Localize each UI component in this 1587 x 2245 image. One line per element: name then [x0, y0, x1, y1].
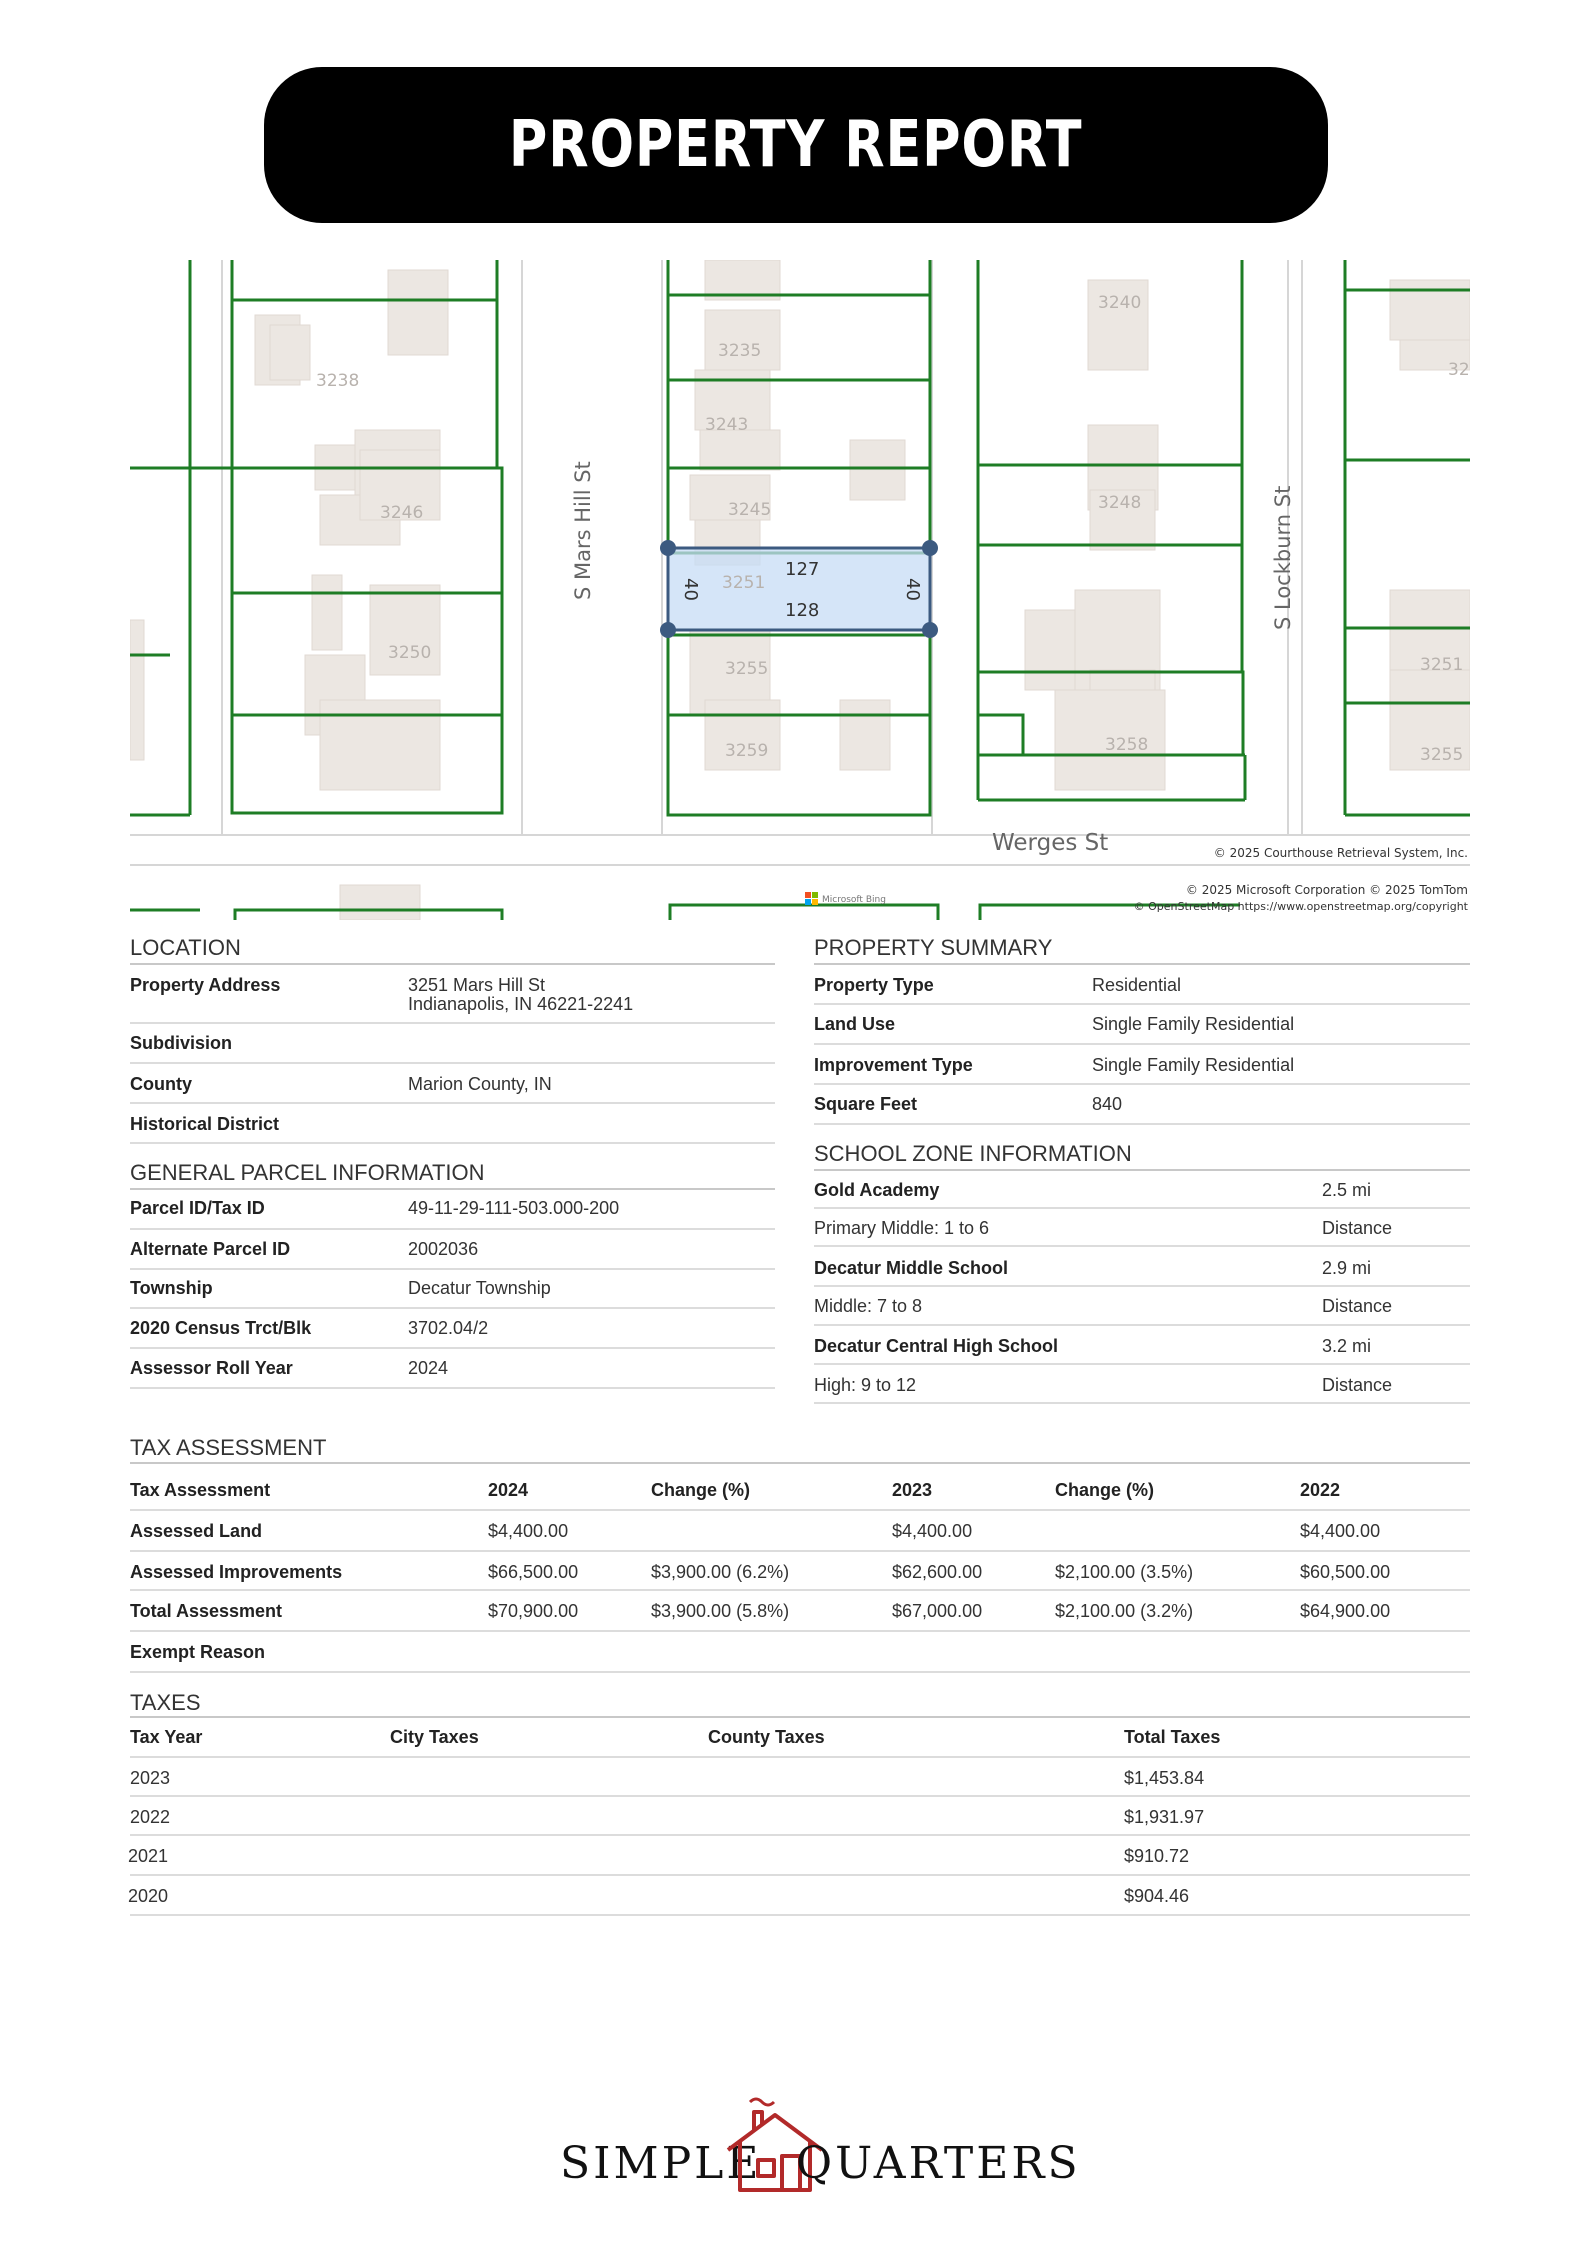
row-divider — [814, 1245, 1470, 1247]
label-census: 2020 Census Trct/Blk — [130, 1318, 312, 1338]
row-divider — [130, 1102, 775, 1104]
tax-assessment-cell: $3,900.00 (6.2%) — [651, 1562, 790, 1582]
label-land-use: Land Use — [814, 1014, 896, 1034]
tax-assessment-row-label: Assessed Improvements — [130, 1562, 343, 1582]
parcel-dim-top: 127 — [785, 559, 820, 580]
taxes-year: 2021 — [128, 1846, 169, 1866]
tax-assessment-cell: $3,900.00 (5.8%) — [651, 1601, 790, 1621]
school-name: Decatur Central High School — [814, 1336, 1059, 1356]
row-divider — [814, 1207, 1470, 1209]
label-alternate-parcel-id: Alternate Parcel ID — [130, 1239, 291, 1259]
section-title-location: LOCATION — [130, 935, 241, 960]
tax-assessment-row-label: Total Assessment — [130, 1601, 283, 1621]
taxes-total: $904.46 — [1124, 1886, 1190, 1906]
row-divider — [130, 1228, 775, 1230]
tax-assessment-header: Change (%) — [1055, 1480, 1154, 1500]
lot-number: 3258 — [1105, 735, 1149, 755]
value-land-use: Single Family Residential — [1092, 1014, 1295, 1034]
taxes-year: 2023 — [130, 1768, 171, 1788]
lot-number: 3248 — [1098, 493, 1142, 513]
tax-assessment-cell: $4,400.00 — [892, 1521, 973, 1541]
school-grades: Primary Middle: 1 to 6 — [814, 1218, 990, 1238]
section-title-taxes: TAXES — [130, 1690, 201, 1715]
row-divider — [814, 1285, 1470, 1287]
tax-assessment-cell: $2,100.00 (3.2%) — [1055, 1601, 1194, 1621]
taxes-year: 2022 — [130, 1807, 171, 1827]
row-divider — [814, 1003, 1470, 1005]
bing-logo-text: Microsoft Bing — [822, 895, 886, 905]
taxes-total: $910.72 — [1124, 1846, 1190, 1866]
section-rule — [130, 963, 775, 965]
value-county: Marion County, IN — [408, 1074, 552, 1094]
map-credit-osm: © OpenStreetMap https://www.openstreetmap.org/copyright — [1133, 900, 1468, 913]
value-township: Decatur Township — [408, 1278, 551, 1298]
label-county: County — [130, 1074, 192, 1094]
tax-assessment-row-label: Assessed Land — [130, 1521, 263, 1541]
school-distance: 2.5 mi — [1322, 1180, 1372, 1200]
value-assessor-roll-year: 2024 — [408, 1358, 449, 1378]
taxes-total: $1,453.84 — [1124, 1768, 1205, 1788]
parcel-dim-right: 40 — [902, 578, 923, 601]
row-divider — [130, 1914, 1470, 1916]
taxes-header: Tax Year — [130, 1727, 203, 1747]
section-rule — [130, 1188, 775, 1190]
logo-text-right: QUARTERS — [796, 2138, 1081, 2189]
parcel-dim-left: 40 — [680, 578, 701, 601]
section-rule — [814, 963, 1470, 965]
parcel-map-canvas — [130, 260, 1470, 920]
row-divider — [814, 1402, 1470, 1404]
school-distance-label: Distance — [1322, 1375, 1393, 1395]
lot-number: 3235 — [718, 341, 762, 361]
section-title-parcel: GENERAL PARCEL INFORMATION — [130, 1160, 485, 1185]
lot-number: 32 — [1448, 360, 1470, 380]
lot-number: 3246 — [380, 503, 424, 523]
tax-assessment-cell: $70,900.00 — [488, 1601, 579, 1621]
lot-number: 3240 — [1098, 293, 1142, 313]
school-distance: 2.9 mi — [1322, 1258, 1372, 1278]
row-divider — [130, 1795, 1470, 1797]
section-title-schools: SCHOOL ZONE INFORMATION — [814, 1141, 1132, 1166]
parcel-dim-bottom: 128 — [785, 600, 820, 621]
logo-text-left: SIMPLE — [560, 2138, 762, 2189]
taxes-header: Total Taxes — [1124, 1727, 1221, 1747]
section-rule — [130, 1716, 1470, 1718]
row-divider — [130, 1671, 1470, 1673]
street-label-lockburn: S Lockburn St — [1271, 485, 1295, 630]
row-divider — [130, 1509, 1470, 1511]
value-improvement-type: Single Family Residential — [1092, 1055, 1295, 1075]
label-property-address: Property Address — [130, 975, 281, 995]
label-improvement-type: Improvement Type — [814, 1055, 973, 1075]
label-historical-district: Historical District — [130, 1114, 280, 1134]
row-divider — [130, 1550, 1470, 1552]
row-divider — [130, 1268, 775, 1270]
row-divider — [130, 1874, 1470, 1876]
row-divider — [814, 1083, 1470, 1085]
lot-number: 3245 — [728, 500, 772, 520]
lot-number: 3255 — [725, 659, 769, 679]
value-alternate-parcel-id: 2002036 — [408, 1239, 479, 1259]
tax-assessment-cell: $67,000.00 — [892, 1601, 983, 1621]
school-grades: Middle: 7 to 8 — [814, 1296, 923, 1316]
simple-quarters-logo — [560, 2090, 1081, 2200]
map-credit-microsoft: © 2025 Microsoft Corporation © 2025 TomTom — [1185, 883, 1468, 897]
row-divider — [130, 1142, 775, 1144]
tax-assessment-row-label: Exempt Reason — [130, 1642, 266, 1662]
taxes-header: City Taxes — [390, 1727, 479, 1747]
tax-assessment-header: Tax Assessment — [130, 1480, 271, 1500]
row-divider — [130, 1589, 1470, 1591]
tax-assessment-cell: $60,500.00 — [1300, 1562, 1391, 1582]
street-label-werges: Werges St — [992, 830, 1109, 856]
taxes-total: $1,931.97 — [1124, 1807, 1205, 1827]
row-divider — [130, 1022, 775, 1024]
row-divider — [130, 1347, 775, 1349]
school-distance: 3.2 mi — [1322, 1336, 1372, 1356]
label-square-feet: Square Feet — [814, 1094, 918, 1114]
row-divider — [814, 1123, 1470, 1125]
row-divider — [130, 1756, 1470, 1758]
school-distance-label: Distance — [1322, 1218, 1393, 1238]
school-name: Decatur Middle School — [814, 1258, 1009, 1278]
value-property-address-line1: 3251 Mars Hill St — [408, 975, 546, 995]
value-property-address-line2: Indianapolis, IN 46221-2241 — [408, 994, 634, 1014]
label-assessor-roll-year: Assessor Roll Year — [130, 1358, 293, 1378]
tax-assessment-header: 2023 — [892, 1480, 933, 1500]
lot-number: 3255 — [1420, 745, 1464, 765]
label-township: Township — [130, 1278, 213, 1298]
row-divider — [130, 1062, 775, 1064]
tax-assessment-header: 2022 — [1300, 1480, 1341, 1500]
lot-number: 3238 — [316, 371, 360, 391]
lot-number: 3250 — [388, 643, 432, 663]
tax-assessment-header: 2024 — [488, 1480, 529, 1500]
school-distance-label: Distance — [1322, 1296, 1393, 1316]
row-divider — [814, 1043, 1470, 1045]
section-rule — [130, 1462, 1470, 1464]
value-property-type: Residential — [1092, 975, 1182, 995]
street-label-mars-hill: S Mars Hill St — [571, 461, 595, 600]
row-divider — [130, 1630, 1470, 1632]
label-parcel-id: Parcel ID/Tax ID — [130, 1198, 265, 1218]
section-rule — [814, 1169, 1470, 1171]
tax-assessment-cell: $66,500.00 — [488, 1562, 579, 1582]
row-divider — [130, 1307, 775, 1309]
row-divider — [814, 1324, 1470, 1326]
report-title-bar — [264, 67, 1328, 223]
row-divider — [130, 1387, 775, 1389]
lot-number: 3243 — [705, 415, 749, 435]
tax-assessment-cell: $2,100.00 (3.5%) — [1055, 1562, 1194, 1582]
lot-number: 3251 — [722, 573, 766, 593]
section-title-tax-assessment: TAX ASSESSMENT — [130, 1435, 327, 1460]
taxes-header: County Taxes — [708, 1727, 825, 1747]
row-divider — [814, 1363, 1470, 1365]
row-divider — [130, 1834, 1470, 1836]
value-census: 3702.04/2 — [408, 1318, 489, 1338]
tax-assessment-cell: $64,900.00 — [1300, 1601, 1391, 1621]
tax-assessment-cell: $62,600.00 — [892, 1562, 983, 1582]
label-subdivision: Subdivision — [130, 1033, 233, 1053]
tax-assessment-cell: $4,400.00 — [1300, 1521, 1381, 1541]
tax-assessment-header: Change (%) — [651, 1480, 750, 1500]
label-property-type: Property Type — [814, 975, 934, 995]
school-name: Gold Academy — [814, 1180, 940, 1200]
parcel-map[interactable] — [130, 260, 1470, 920]
lot-number: 3251 — [1420, 655, 1464, 675]
value-parcel-id: 49-11-29-111-503.000-200 — [408, 1198, 620, 1218]
taxes-year: 2020 — [128, 1886, 169, 1906]
report-title: PROPERTY REPORT — [509, 108, 1083, 182]
lot-number: 3259 — [725, 741, 769, 761]
value-square-feet: 840 — [1092, 1094, 1123, 1114]
map-credit-courthouse: © 2025 Courthouse Retrieval System, Inc. — [1213, 846, 1468, 860]
section-title-summary: PROPERTY SUMMARY — [814, 935, 1053, 960]
tax-assessment-cell: $4,400.00 — [488, 1521, 569, 1541]
school-grades: High: 9 to 12 — [814, 1375, 917, 1395]
